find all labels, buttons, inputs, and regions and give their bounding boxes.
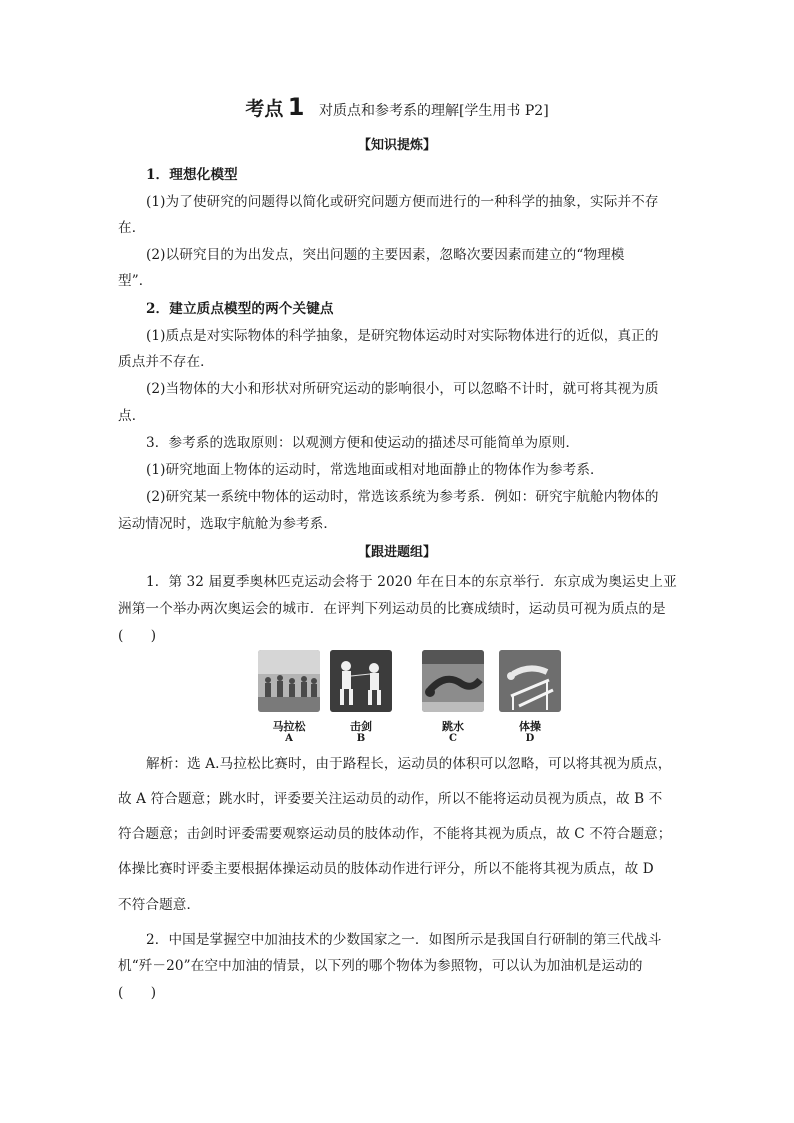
- answer-line1: 解析：选 A.马拉松比赛时，由于路程长，运动员的体积可以忽略，可以将其视为质点，: [146, 756, 672, 772]
- fencing-photo: [330, 650, 392, 712]
- point-2a-line1: (1)质点是对实际物体的科学抽象，是研究物体运动时对实际物体进行的近似，真正的: [146, 328, 659, 344]
- figure-d-caption: 体操: [519, 720, 541, 733]
- point-1b-line2: 型”．: [118, 273, 153, 289]
- question-1-line1: 1．第 32 届夏季奥林匹克运动会将于 2020 年在日本的东京举行．东京成为奥运史上亚: [146, 574, 677, 590]
- answer-line3: 符合题意；击剑时评委需要观察运动员的肢体动作，不能将其视为质点，故 C 不符合题意；: [118, 826, 672, 842]
- question-2-line1: 2．中国是掌握空中加油技术的少数国家之一．如图所示是我国自行研制的第三代战斗: [146, 932, 662, 948]
- question-2-line2: 机“歼－20”在空中加油的情景，以下列的哪个物体为参照物，可以认为加油机是运动的: [118, 958, 643, 974]
- figure-d-letter: D: [525, 733, 535, 744]
- marathon-photo: [258, 650, 320, 712]
- point-1b-line1: (2)以研究目的为出发点，突出问题的主要因素，忽略次要因素而建立的“物理模: [146, 247, 625, 263]
- figure-a-caption: 马拉松: [272, 720, 306, 733]
- figure-b-caption: 击剑: [350, 720, 372, 733]
- point-1-title: 1．理想化模型: [146, 167, 238, 183]
- answer-line2: 故 A 符合题意；跳水时，评委要关注运动员的动作，所以不能将运动员视为质点，故 B 不: [118, 791, 663, 807]
- point-2b-line1: (2)当物体的大小和形状对所研究运动的影响很小，可以忽略不计时，就可将其视为质: [146, 381, 659, 397]
- kaodian-number: 1: [287, 93, 305, 121]
- answer-line4: 体操比赛时评委主要根据体操运动员的肢体动作进行评分，所以不能将其视为质点，故 D: [118, 861, 654, 877]
- figure-a-letter: A: [285, 733, 293, 744]
- point-3b-line2: 运动情况时，选取宇航舱为参考系．: [118, 516, 338, 532]
- point-1a-line1: (1)为了使研究的问题得以简化或研究问题方便而进行的一种科学的抽象，实际并不存: [146, 194, 659, 210]
- question-2-line3: ( ): [118, 985, 157, 1001]
- figure-c-caption: 跳水: [442, 720, 464, 733]
- title-text: 对质点和参考系的理解[学生用书 P2]: [318, 103, 549, 119]
- answer-line5: 不符合题意．: [118, 897, 201, 913]
- gymnastics-photo: [499, 650, 561, 712]
- section-heading-knowledge: 【知识提炼】: [357, 138, 436, 153]
- point-3a: (1)研究地面上物体的运动时，常选地面或相对地面静止的物体作为参考系．: [146, 462, 604, 478]
- diving-photo: [422, 650, 484, 712]
- question-1-line3: ( ): [118, 628, 157, 644]
- section-heading-exercises: 【跟进题组】: [357, 545, 436, 560]
- question-1-line2: 洲第一个举办两次奥运会的城市．在评判下列运动员的比赛成绩时，运动员可视为质点的是: [118, 601, 666, 617]
- point-2-title: 2．建立质点模型的两个关键点: [146, 301, 334, 317]
- point-3-title: 3．参考系的选取原则：以观测方便和使运动的描述尽可能简单为原则．: [146, 435, 580, 451]
- sports-figure-row: [258, 650, 568, 744]
- figure-c-letter: C: [449, 733, 457, 744]
- point-1a-line2: 在．: [118, 220, 146, 236]
- kaodian-label: 考点: [245, 98, 284, 120]
- page-title: [0, 93, 794, 121]
- figure-b-letter: B: [356, 733, 366, 744]
- point-2b-line2: 点．: [118, 408, 146, 424]
- point-2a-line2: 质点并不存在．: [118, 354, 214, 370]
- point-3b-line1: (2)研究某一系统中物体的运动时，常选该系统为参考系．例如：研究宇航舱内物体的: [146, 489, 659, 505]
